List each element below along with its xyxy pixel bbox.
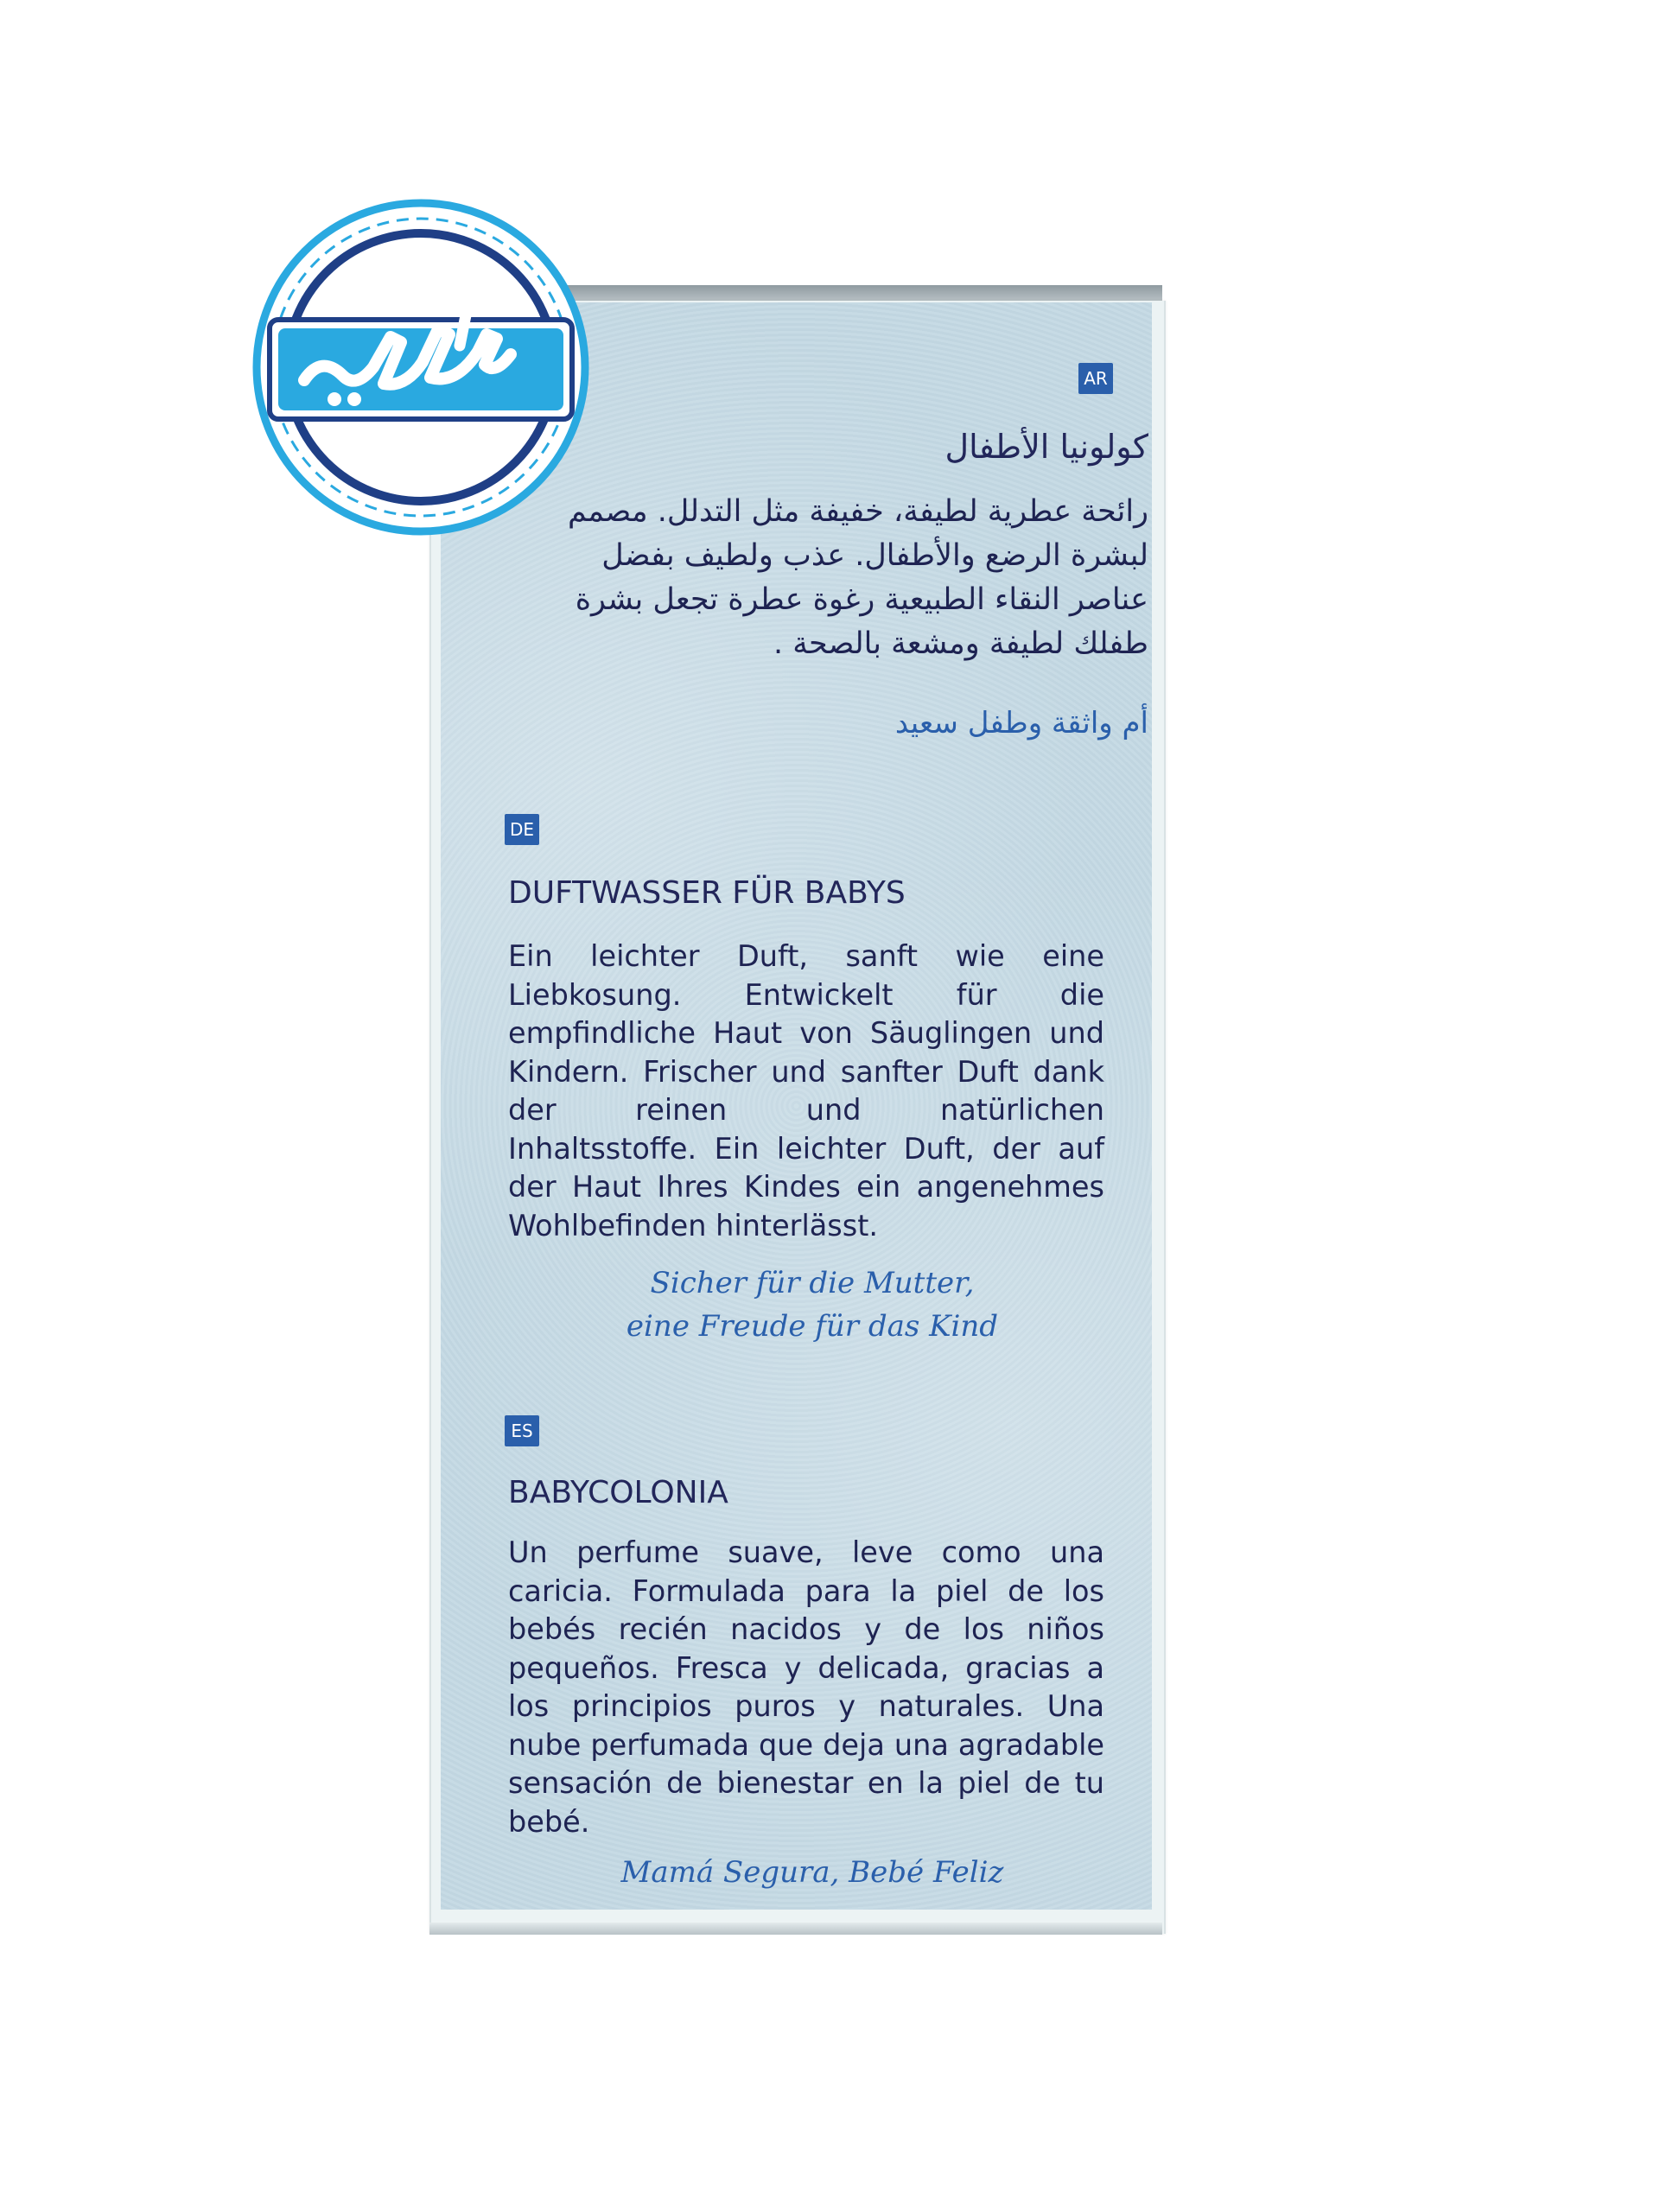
- german-slogan-line: Sicher für die Mutter,: [650, 1266, 975, 1300]
- arabic-slogan: أم واثقة وطفل سعيد: [894, 706, 1148, 741]
- store-logo-seal: [252, 199, 589, 536]
- german-slogan: [570, 1262, 1054, 1348]
- spanish-title: BABYCOLONIA: [508, 1475, 728, 1510]
- language-badge-es: ES: [505, 1415, 539, 1446]
- spanish-line: nube perfumada que deja una agradable: [508, 1727, 1104, 1762]
- arabic-line: عناصر النقاء الطبيعية رغوة عطرة تجعل بشرة: [575, 582, 1148, 617]
- german-line: Wohlbefinden hinterlässt.: [508, 1208, 878, 1243]
- german-line: der Haut Ihres Kindes ein angenehmes: [508, 1170, 1104, 1204]
- spanish-line: bebé.: [508, 1804, 590, 1839]
- box-bottom-edge: [429, 1923, 1162, 1935]
- german-line: Ein leichter Duft, sanft wie eine: [508, 939, 1104, 973]
- spanish-slogan: Mamá Segura, Bebé Feliz: [620, 1855, 1004, 1890]
- german-line: Kindern. Frischer und sanfter Duft dank: [508, 1054, 1104, 1089]
- spanish-description: [508, 1534, 1104, 1841]
- german-line: der reinen und natürlichen: [508, 1093, 1104, 1127]
- german-line: empfindliche Haut von Säuglingen und: [508, 1016, 1104, 1050]
- spanish-line: pequeños. Fresca y delicada, gracias a: [508, 1650, 1104, 1685]
- arabic-title: كولونيا الأطفال: [944, 428, 1148, 466]
- language-badge-de: DE: [505, 814, 539, 845]
- spanish-line: Un perfume suave, leve como una: [508, 1535, 1104, 1569]
- arabic-line: لبشرة الرضع والأطفال. عذب ولطيف بفضل: [601, 538, 1148, 573]
- arabic-line: رائحة عطرية لطيفة، خفيفة مثل التدلل. مصمم: [567, 494, 1148, 529]
- arabic-line: طفلك لطيفة ومشعة بالصحة .: [773, 626, 1148, 661]
- spanish-line: los principios puros y naturales. Una: [508, 1689, 1104, 1723]
- german-line: Inhaltsstoffe. Ein leichter Duft, der auf: [508, 1131, 1104, 1166]
- arabic-description: [526, 490, 1148, 666]
- german-line: Liebkosung. Entwickelt für die: [508, 977, 1104, 1012]
- spanish-line: sensación de bienestar en la piel de tu: [508, 1766, 1104, 1800]
- german-title: DUFTWASSER FÜR BABYS: [508, 875, 906, 911]
- spanish-line: caricia. Formulada para la piel de los: [508, 1573, 1104, 1608]
- german-slogan-line: eine Freude für das Kind: [626, 1309, 999, 1344]
- german-description: [508, 938, 1104, 1245]
- language-badge-ar: AR: [1078, 363, 1113, 394]
- spanish-line: bebés recién nacidos y de los niños: [508, 1612, 1104, 1646]
